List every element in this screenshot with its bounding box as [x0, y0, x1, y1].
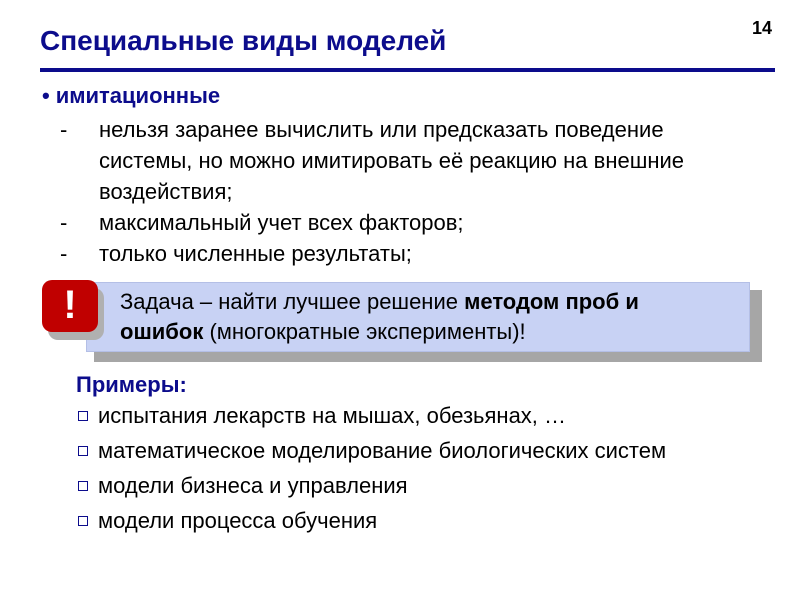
list-item — [76, 505, 716, 536]
list-item — [60, 114, 710, 207]
exclamation-icon: ! — [42, 280, 98, 332]
callout-text-part: (многократные эксперименты)! — [203, 319, 526, 344]
title-divider — [40, 68, 775, 72]
list-item-text: математическое моделирование биологических систем — [98, 438, 667, 463]
dash-marker: - — [60, 117, 68, 142]
list-item — [76, 400, 716, 431]
bullet-dot-icon: • — [42, 83, 50, 108]
checkbox-bullet-icon — [78, 481, 88, 491]
callout-text-part: Задача – найти лучшее решение — [120, 289, 465, 314]
checkbox-bullet-icon — [78, 446, 88, 456]
page-number: 14 — [752, 18, 773, 38]
list-item — [60, 207, 710, 238]
list-item — [60, 238, 710, 269]
list-item — [76, 470, 716, 501]
checkbox-bullet-icon — [78, 411, 88, 421]
main-bullet-text: имитационные — [55, 83, 221, 108]
list-item-text: модели бизнеса и управления — [98, 473, 408, 498]
list-item-text: нельзя заранее вычислить или предсказать поведение системы, но можно имитировать её реакцию на внешние воздействия; — [99, 117, 685, 204]
dash-marker: - — [60, 210, 68, 235]
examples-list — [76, 400, 716, 540]
examples-title: Примеры: — [76, 372, 187, 397]
callout-text — [120, 287, 720, 347]
dash-list — [60, 114, 710, 269]
dash-marker: - — [60, 241, 68, 266]
main-bullet — [42, 83, 220, 109]
list-item-text: максимальный учет всех факторов; — [99, 210, 464, 235]
list-item — [76, 435, 716, 466]
checkbox-bullet-icon — [78, 516, 88, 526]
list-item-text: испытания лекарств на мышах, обезьянах, … — [98, 403, 567, 428]
list-item-text: только численные результаты; — [99, 241, 412, 266]
slide-title: Специальные виды моделей — [40, 25, 447, 56]
callout-text-emphasis: методом проб и ошибок — [120, 289, 639, 344]
list-item-text: модели процесса обучения — [98, 508, 378, 533]
